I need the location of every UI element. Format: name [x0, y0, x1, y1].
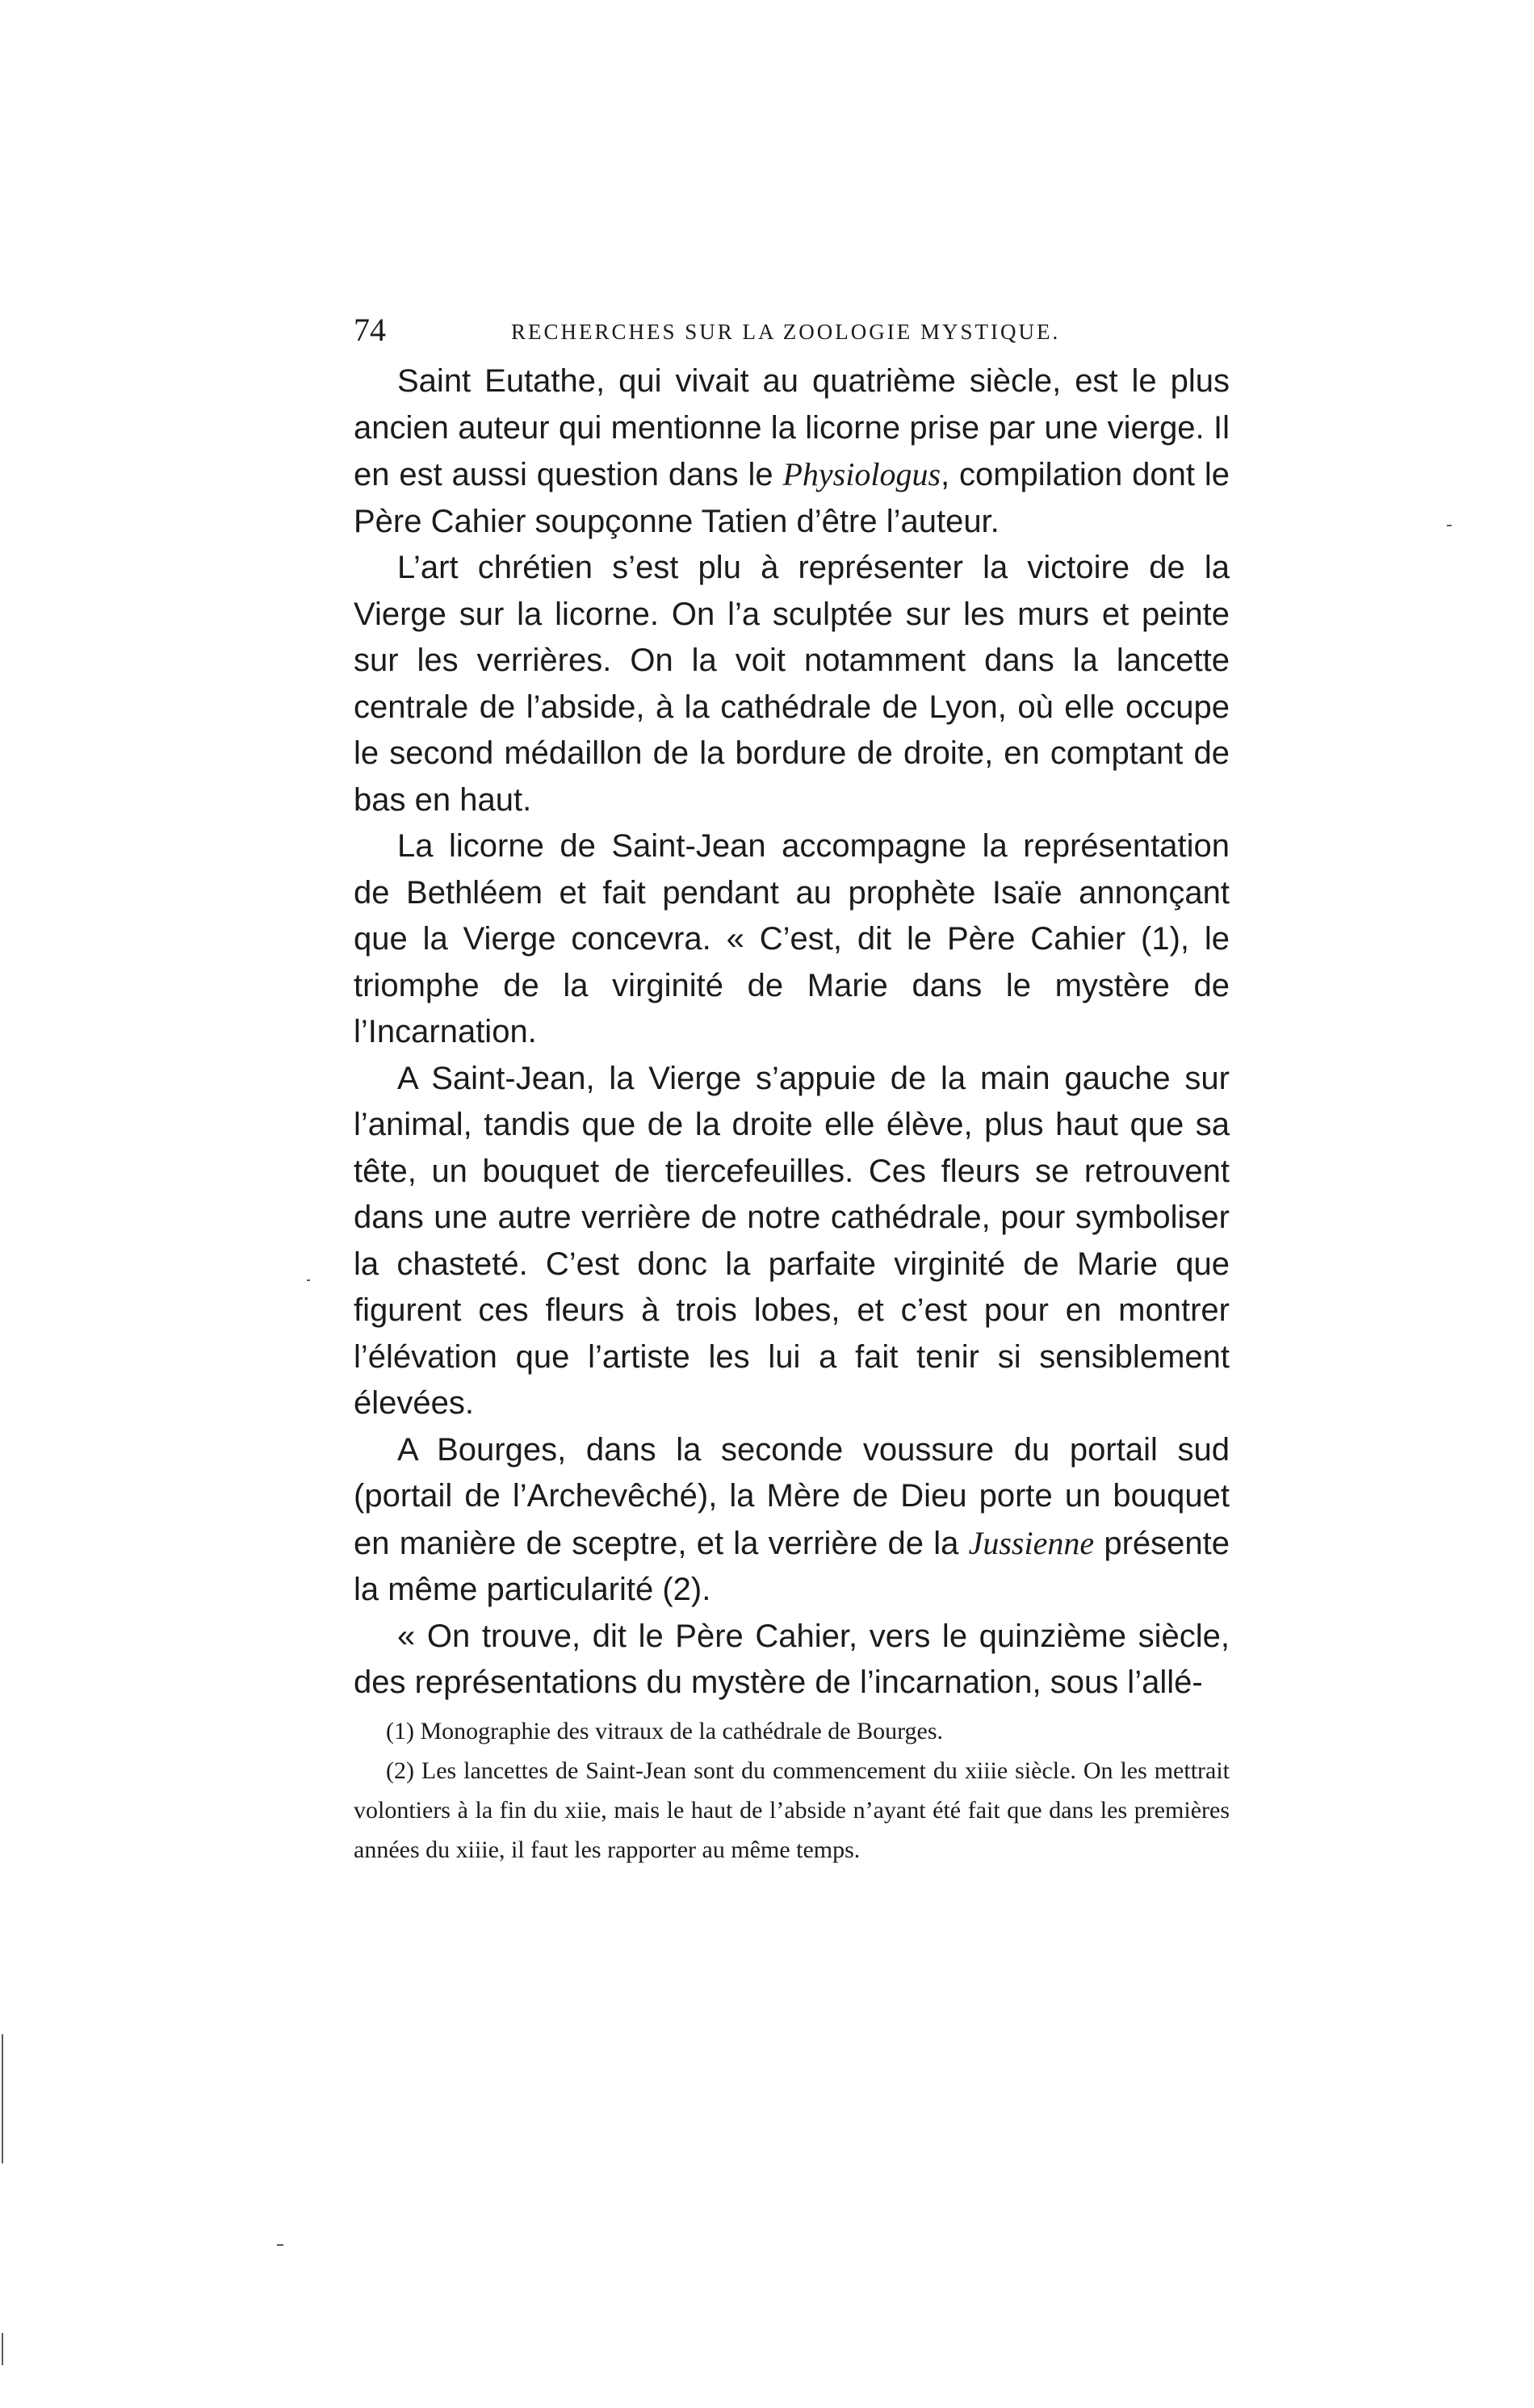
paragraph: A Saint-Jean, la Vierge s’appuie de la main gauche sur l’animal, tandis que de la droite elle élève, plus haut que sa tête, un bouquet de tiercefeuilles. Ces fleurs se retrouvent dans une autre verrière de notre cathédrale, pour symboliser la chasteté. C’est donc la parfaite virginité de Marie que figurent ces fleurs à trois lobes, et c’est pour en montrer l’élévation que l’artiste les lui a fait tenir si sensiblement élevées. — [354, 1060, 1230, 1421]
scan-mark — [2, 2333, 3, 2365]
paragraph: La licorne de Saint-Jean accompagne la représentation de Bethléem et fait pendant au prophète Isaïe annonçant que la Vierge concevra. « C’est, dit le Père Cahier (1), le triomphe de la virginité de Marie dans le mystère de l’Incarnation. — [354, 828, 1230, 1049]
paragraph-text: présente la même particularité (2). — [354, 1525, 1230, 1607]
paragraph-text: Saint Eutathe, qui vivait au quatrième siècle, est le plus ancien auteur qui mentionne la licorne prise par une vierge. Il en est aussi question dans le — [354, 363, 1230, 492]
scan-mark — [277, 2244, 283, 2246]
page-number: 74 — [354, 312, 386, 348]
paragraph: « On trouve, dit le Père Cahier, vers le quinzième siècle, des représentations du mystère de l’incarnation, sous l’allé- — [354, 1618, 1230, 1700]
scan-mark — [1447, 525, 1452, 526]
running-head — [354, 310, 1230, 350]
scan-mark — [307, 1279, 310, 1281]
paragraph-text: , compilation dont le Père Cahier soupçonne Tatien d’être l’auteur. — [354, 457, 1230, 539]
scan-mark — [2, 2034, 3, 2163]
italic-title: Physiologus — [782, 456, 941, 492]
running-title: RECHERCHES SUR LA ZOOLOGIE MYSTIQUE. — [511, 320, 1061, 344]
paragraph-text: A Bourges, dans la seconde voussure du portail sud (portail de l’Archevêché), la Mère de Dieu porte un bouquet en manière de sceptre, et la verrière de la — [354, 1431, 1230, 1561]
footnote: (1) Monographie des vitraux de la cathédrale de Bourges. — [386, 1718, 944, 1744]
italic-title: Jussienne — [968, 1524, 1095, 1561]
paragraph: L’art chrétien s’est plu à représenter la victoire de la Vierge sur la licorne. On l’a sculptée sur les murs et peinte sur les verrières. On la voit notamment dans la lancette centrale de l’abside, à la cathédrale de Lyon, où elle occupe le second médaillon de la bordure de droite, en comptant de bas en haut. — [354, 550, 1230, 818]
paragraph — [354, 1427, 1230, 1614]
paragraph — [354, 358, 1230, 545]
footnote: (2) Les lancettes de Saint-Jean sont du commencement du xiiie siècle. On les mettrait volontiers à la fin du xiie, mais le haut de l’abside n’ayant été fait que dans les premières années du xiiie, il faut les rapporter au même temps. — [354, 1757, 1230, 1863]
body-text — [354, 358, 1230, 1707]
footnotes — [354, 1711, 1230, 1870]
